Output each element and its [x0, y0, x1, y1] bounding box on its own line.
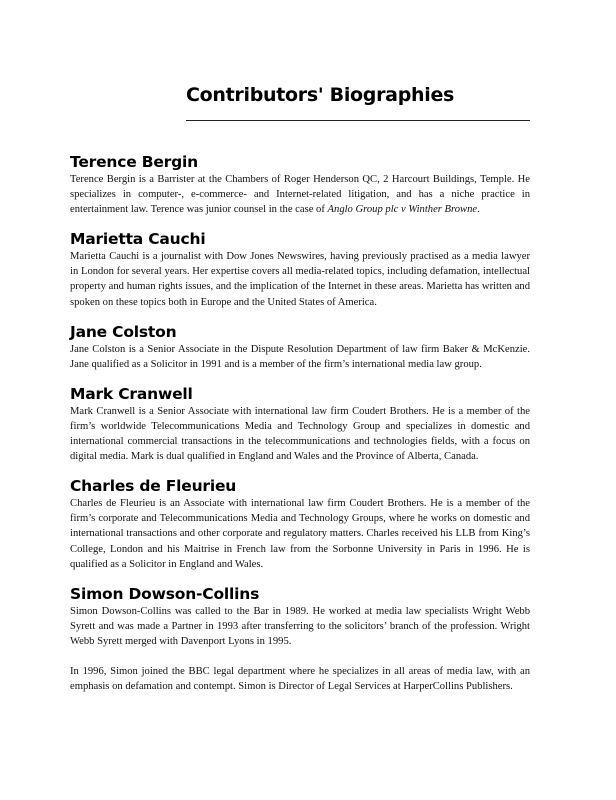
- biographies-list: [70, 152, 530, 706]
- contributor-name: Mark Cranwell: [70, 384, 193, 403]
- biography-paragraph: In 1996, Simon joined the BBC legal department where he specializes in all areas of media law, with an emphasis on defamation and contempt. Simon is Director of Legal Services at HarperCollins Publishers.: [70, 665, 530, 693]
- biography-entry: [70, 476, 530, 571]
- title-underline: [186, 120, 530, 121]
- biography-paragraph: Charles de Fleurieu is an Associate with international law firm Coudert Brothers. He is a member of the firm’s corporate and Telecommunications Media and Technology Groups, where he works on domestic and international transactions and other corporate and regulatory matters. Charles received his LLB from King’s College, London and his Maitrise in French law from the Sorbonne University in Paris in 1996. He is qualified as a Solicitor in England and Wales.: [70, 498, 530, 570]
- biography-text: Terence Bergin is a Barrister at the Chambers of Roger Henderson QC, 2 Harcourt Buildings, Temple. He specializes in computer-, e-commerce- and Internet-related litigation, and has a niche practice in entertainment law. Terence was junior counsel in the case of: [70, 174, 530, 216]
- case-title-suffix: .: [477, 204, 480, 216]
- biography-paragraph: Marietta Cauchi is a journalist with Dow Jones Newswires, having previously practised as a media lawyer in London for several years. Her expertise covers all media-related topics, including defamation, intellectual property and human rights issues, and the implication of the Internet in these areas. Marietta has written and spoken on these topics both in Europe and the United States of America.: [70, 251, 530, 308]
- biography-entry: [70, 384, 530, 464]
- biography-entry: [70, 152, 530, 217]
- contributor-name: Marietta Cauchi: [70, 230, 206, 249]
- case-title: Anglo Group plc v Winther Browne: [327, 204, 478, 216]
- biography-entry: [70, 322, 530, 372]
- biography-entry: [70, 229, 530, 309]
- biography-paragraph: [70, 172, 530, 217]
- page-title: Contributors' Biographies: [186, 84, 455, 106]
- biography-paragraph: Jane Colston is a Senior Associate in the Dispute Resolution Department of law firm Baker & McKenzie. Jane qualified as a Solicitor in 1991 and is a member of the firm’s international media law group.: [70, 343, 530, 370]
- biography-entry: [70, 584, 530, 694]
- biography-paragraph: Simon Dowson-Collins was called to the Bar in 1989. He worked at media law specialists Wright Webb Syrett and was made a Partner in 1993 after transferring to the solicitors’ branch of the profession. Wright Webb Syrett merged with Davenport Lyons in 1995.: [70, 605, 530, 647]
- contributor-name: Charles de Fleurieu: [70, 477, 237, 496]
- contributor-name: Simon Dowson-Collins: [70, 584, 260, 603]
- biography-paragraph: Mark Cranwell is a Senior Associate with international law firm Coudert Brothers. He is a member of the firm’s worldwide Telecommunications Media and Technology Group and specializes in domestic and international commercial transactions in the telecommunications and technologies fields, with a focus on digital media. Mark is dual qualified in England and Wales and the Province of Alberta, Canada.: [70, 405, 530, 463]
- contributor-name: Jane Colston: [70, 322, 177, 341]
- contributor-name: Terence Bergin: [70, 153, 198, 171]
